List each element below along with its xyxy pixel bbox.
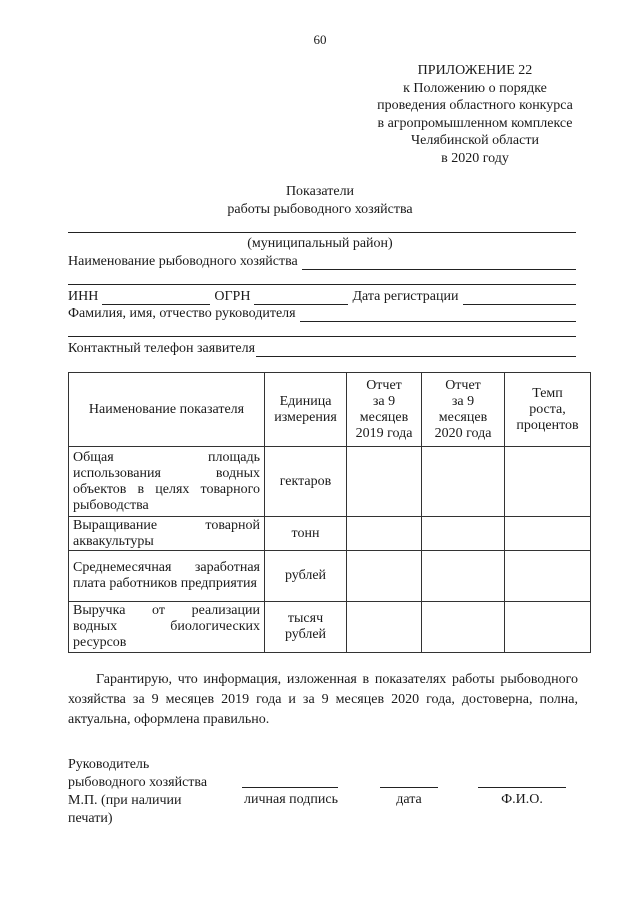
indicators-table [68,372,591,653]
cell-2019[interactable] [347,551,422,602]
table-header-row [69,373,591,447]
cell-2020[interactable] [422,517,505,551]
cell-2019[interactable] [347,517,422,551]
municipal-district-label: (муниципальный район) [247,236,393,251]
phone-field[interactable] [256,344,576,357]
date-field[interactable] [380,775,438,788]
row-unit: тысяч рублей [265,602,347,653]
table-row [69,551,591,602]
signature-role [68,756,207,828]
appendix-line: ПРИЛОЖЕНИЕ 22 [417,63,533,78]
phone-row [68,340,576,357]
header-report-2020: Отчет за 9 месяцев 2020 года [422,373,505,447]
table-row [69,447,591,517]
header-name: Наименование показателя [69,373,265,447]
title-line-1: Показатели [285,184,355,199]
inn-field[interactable] [102,292,210,305]
appendix-line: проведения областного конкурса [377,98,573,113]
farm-name-field[interactable] [302,257,576,270]
ogrn-field[interactable] [254,292,348,305]
cell-2020[interactable] [422,447,505,517]
role-line-1: Руководитель [68,757,150,772]
stamp-line-2: печати) [68,811,113,826]
row-name: Среднемесячная заработная плата работников предприятия [69,551,265,602]
stamp-line-1: М.П. (при наличии [68,793,182,808]
appendix-block [360,62,590,167]
cell-growth[interactable] [505,551,591,602]
row-unit: рублей [265,551,347,602]
cell-growth[interactable] [505,602,591,653]
table-row [69,517,591,551]
head-name-field[interactable] [300,309,576,322]
role-line-2: рыбоводного хозяйства [68,775,208,790]
row-unit: тонн [265,517,347,551]
cell-growth[interactable] [505,447,591,517]
cell-2019[interactable] [347,447,422,517]
cell-growth[interactable] [505,517,591,551]
table-row [69,602,591,653]
appendix-line: Челябинской области [411,133,539,148]
fio-label: Ф.И.О. [501,792,543,807]
document-title [0,183,640,219]
appendix-line: в агропромышленном комплексе [377,115,573,131]
cell-2020[interactable] [422,602,505,653]
header-report-2019: Отчет за 9 месяцев 2019 года [347,373,422,447]
cell-2019[interactable] [347,602,422,653]
header-growth: Темп роста, процентов [505,373,591,447]
row-unit: гектаров [265,447,347,517]
cell-2020[interactable] [422,551,505,602]
head-name-field-extra[interactable] [68,322,576,337]
fio-field[interactable] [478,775,566,788]
guarantee-text: Гарантирую, что информация, изложенная в показателях работы рыбоводного хозяйства за 9 месяцев 2019 года и за 9 месяцев 2020 года, достоверна, полна, актуальна, оформлена правильно. [68,672,578,727]
farm-name-row [68,253,576,270]
header-unit: Единица измерения [265,373,347,447]
date-label: дата [396,792,422,807]
row-name: Выращивание товарной аквакультуры [69,517,265,551]
head-name-label: Фамилия, имя, отчество руководителя [68,306,296,321]
phone-label: Контактный телефон заявителя [68,341,256,356]
title-line-2: работы рыбоводного хозяйства [227,202,413,217]
row-name: Общая площадь использования водных объектов в целях товарного рыбоводства [69,447,265,517]
farm-name-label: Наименование рыбоводного хозяйства [68,254,298,269]
inn-label: ИНН [68,289,99,304]
guarantee-statement [68,670,578,730]
page-number: 60 [313,32,327,47]
appendix-line: в 2020 году [441,150,509,166]
signature-label: личная подпись [244,792,338,807]
appendix-line: к Положению о порядке [403,80,547,96]
signature-field[interactable] [242,775,338,788]
reg-date-label: Дата регистрации [352,289,459,304]
head-name-row [68,305,576,322]
ogrn-label: ОГРН [214,289,251,304]
row-name: Выручка от реализации водных биологических ресурсов [69,602,265,653]
municipal-district-field[interactable] [68,218,576,233]
registration-row [68,288,576,305]
farm-name-field-extra[interactable] [68,270,576,285]
reg-date-field[interactable] [463,292,577,305]
